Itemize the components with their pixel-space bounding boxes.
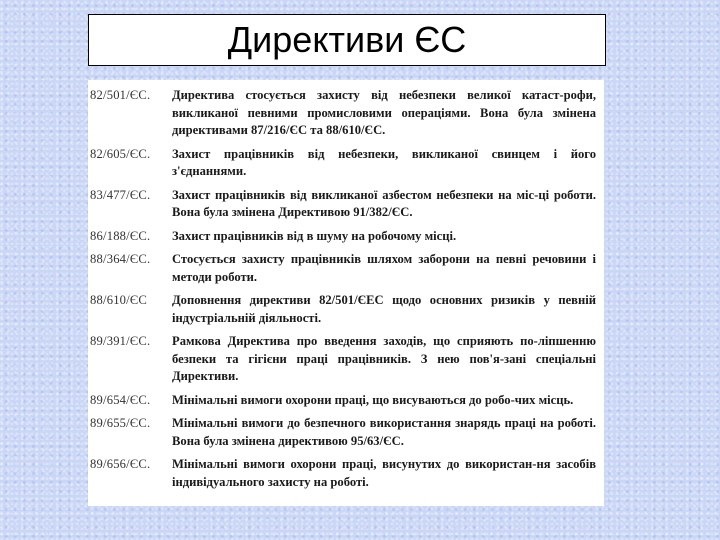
directive-code: 88/364/ЄС. xyxy=(90,252,151,266)
directive-code: 82/605/ЄС. xyxy=(90,146,151,161)
directive-entry xyxy=(88,187,604,222)
directive-text: Директива стосується захисту від небезпеки великої катаст-рофи, викликаної певними промисловими операціями. Вона була змінена директивами 87/216/ЄС та 88/610/ЄС. xyxy=(172,88,596,137)
directive-code: 89/654/ЄС. xyxy=(90,392,151,407)
directive-text: Доповнення директиви 82/501/ЄЕС щодо основних ризиків у певній індустріальній діяльності. xyxy=(172,293,596,325)
directive-entry xyxy=(88,415,604,450)
directive-text: Захист працівників від небезпеки, викликаної свинцем і його з'єднаннями. xyxy=(172,146,596,178)
directive-entry xyxy=(88,333,604,386)
directive-code: 83/477/ЄС. xyxy=(90,187,151,202)
directive-text: Захист працівників від викликаної азбестом небезпеки на міс-ці роботи. Вона була змінена Директивою 91/382/ЄС. xyxy=(172,187,596,219)
directive-code: 89/656/ЄС. xyxy=(90,457,151,471)
slide-title-box xyxy=(88,14,606,66)
directive-text: Рамкова Директива про введення заходів, що сприяють по-ліпшенню безпеки та гігієни праці працівників. З нею пов'я-зані спеціальні Директиви. xyxy=(172,334,596,383)
directive-text: Мінімальні вимоги охорони праці, висунутих до використан-ня засобів індивідуального захисту на роботі. xyxy=(172,457,596,489)
directive-entry xyxy=(88,456,604,491)
directive-entry xyxy=(88,392,604,410)
slide-title: Директиви ЄС xyxy=(227,19,467,60)
directive-entry xyxy=(88,87,604,140)
directive-entry xyxy=(88,292,604,327)
scanned-document xyxy=(88,80,604,506)
directive-entry xyxy=(88,228,604,246)
directive-entry xyxy=(88,146,604,181)
directive-code: 89/391/ЄС. xyxy=(90,334,151,348)
directive-text: Мінімальні вимоги охорони праці, що висуваються до робо-чих місць. xyxy=(172,392,574,407)
directive-text: Стосується захисту працівників шляхом заборони на певні речовини і методи роботи. xyxy=(172,252,596,284)
directive-entry xyxy=(88,251,604,286)
directive-list xyxy=(88,80,604,491)
directive-code: 88/610/ЄС xyxy=(90,293,147,307)
directive-code: 89/655/ЄС. xyxy=(90,416,151,430)
directive-code: 82/501/ЄС. xyxy=(90,88,151,102)
directive-text: Захист працівників від в шуму на робочому місці. xyxy=(172,228,457,243)
directive-code: 86/188/ЄС. xyxy=(90,228,151,243)
directive-text: Мінімальні вимоги до безпечного використання знарядь праці на роботі. Вона була змінена директивою 95/63/ЄС. xyxy=(172,416,596,448)
